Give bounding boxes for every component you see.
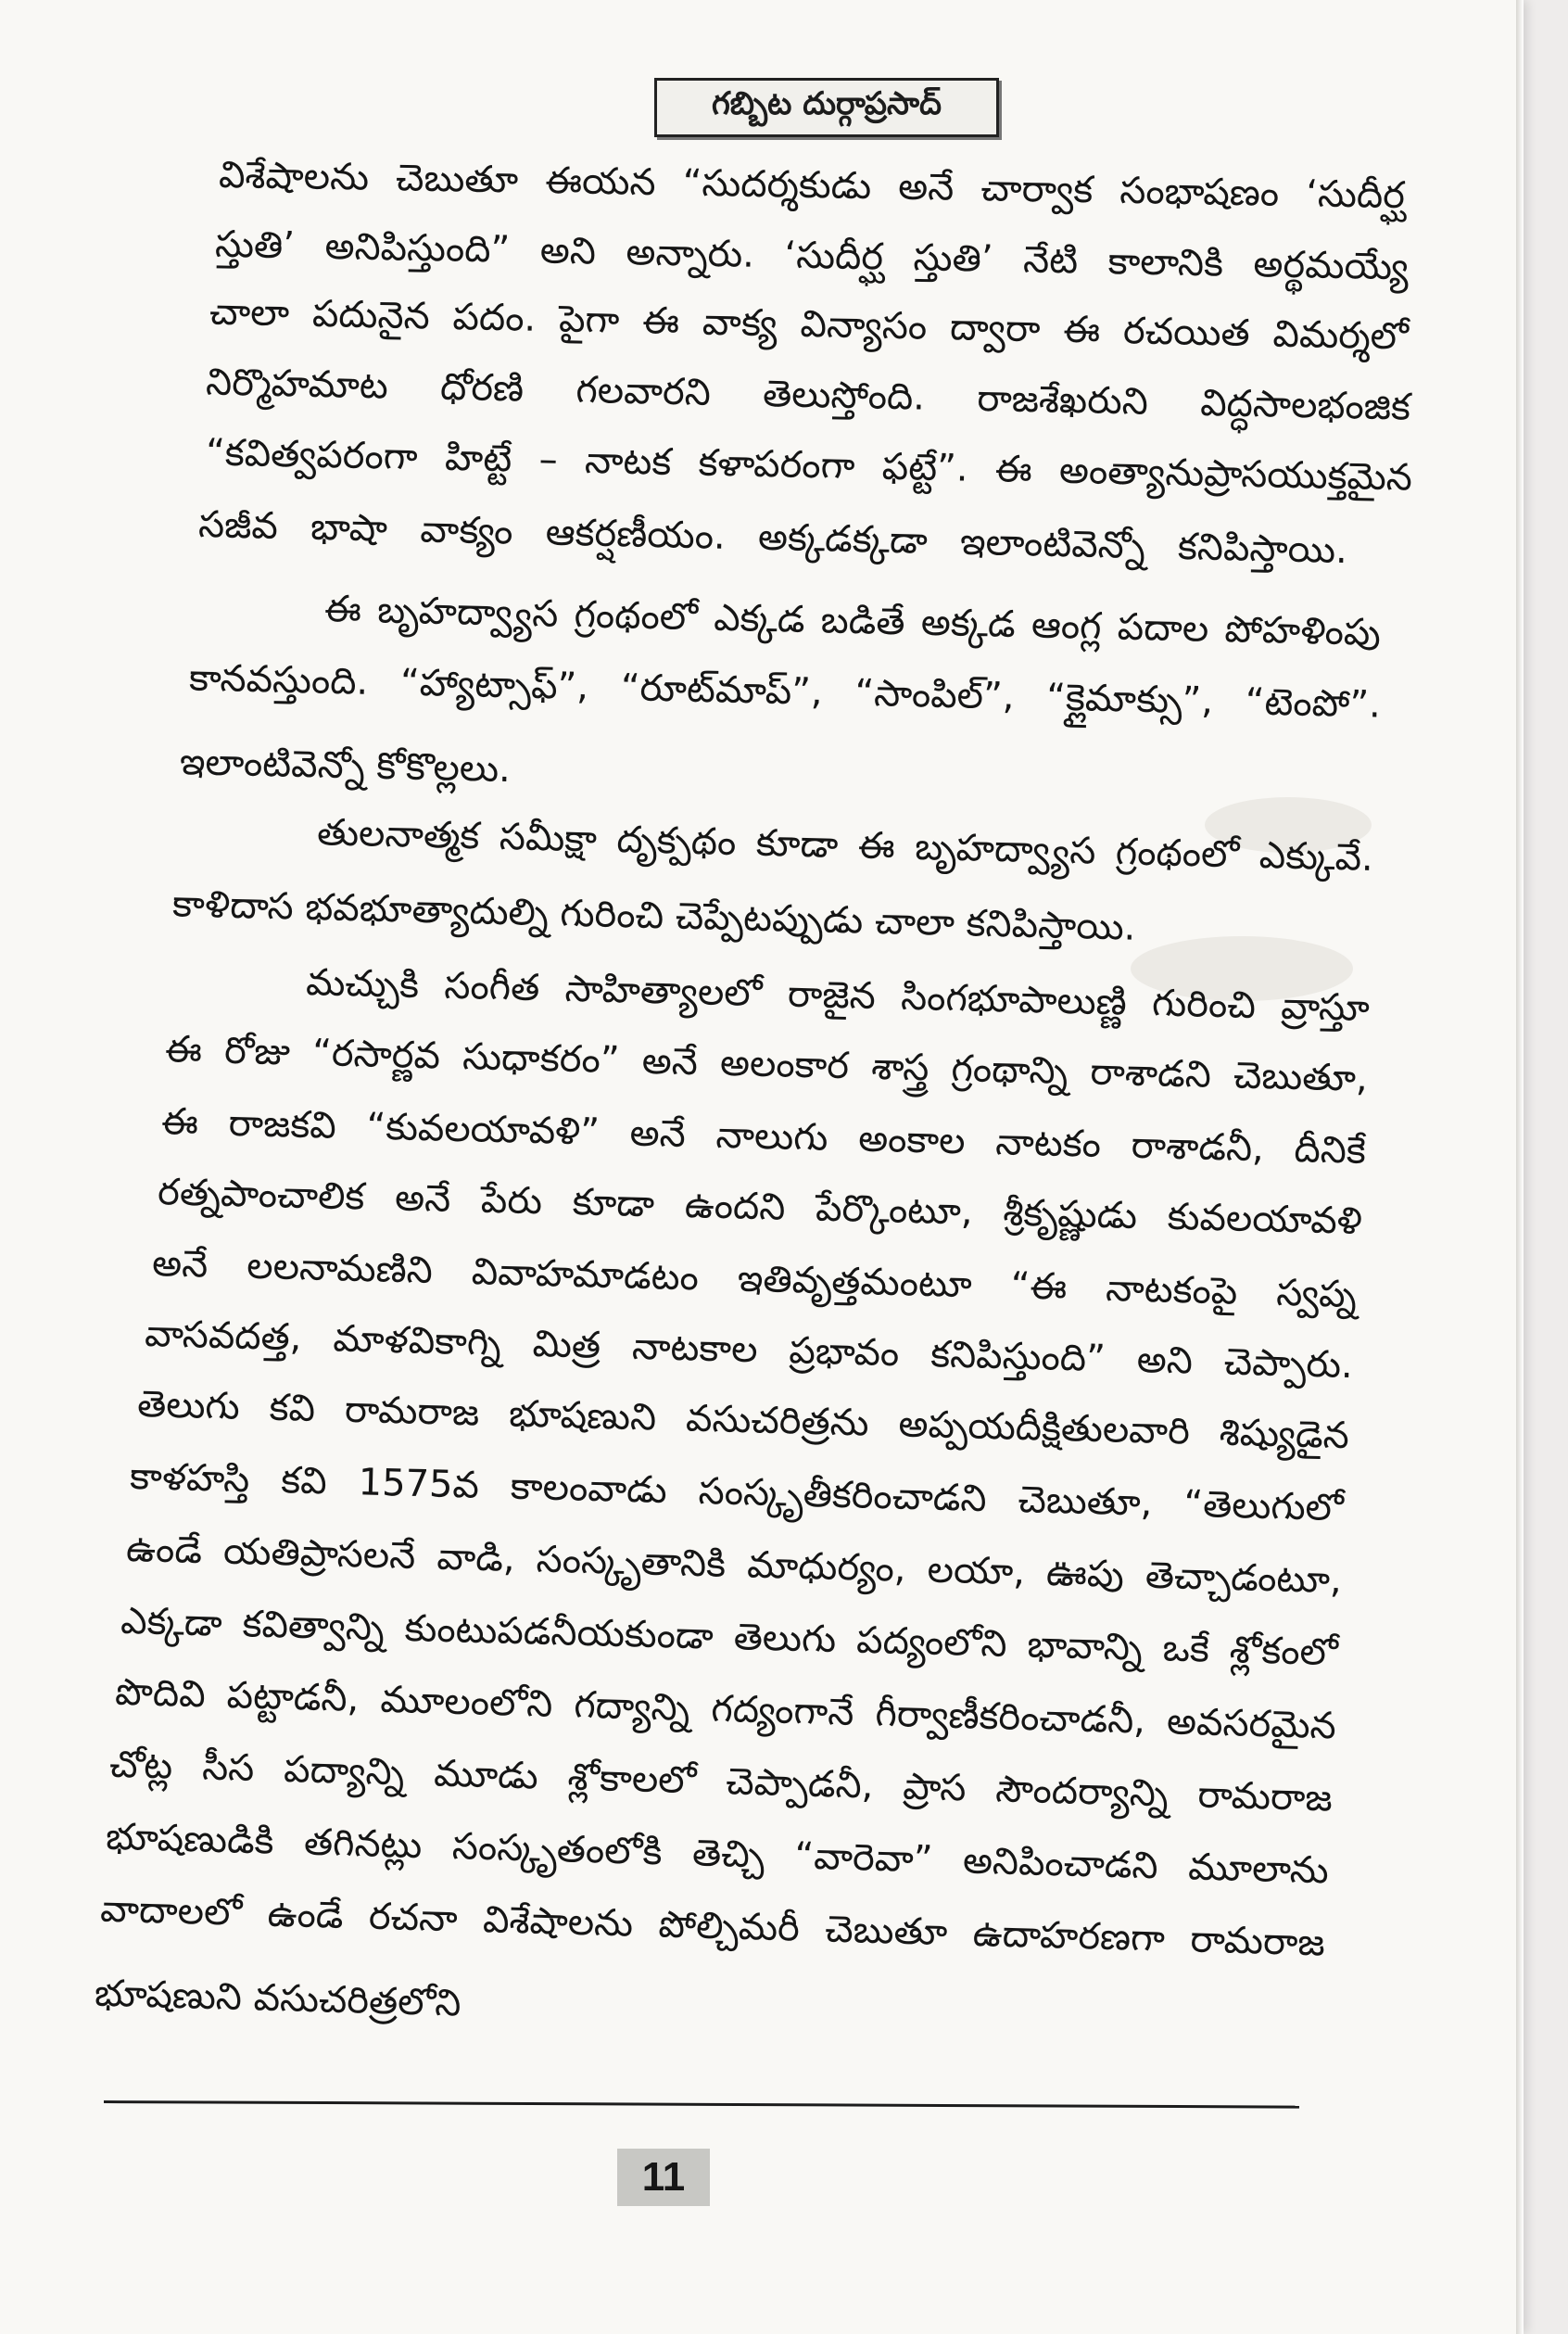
text-line: కానవస్తుంది. “హ్యాట్సాఫ్”, “రూట్‌మాప్”, “సాంపిల్”, “క్లైమాక్సు”, “టెంపో”. — [188, 656, 1382, 727]
text-line: వాసవదత్త, మాళవికాగ్ని మిత్ర నాటకాల ప్రభావం కనిపిస్తుంది” అని చెప్పారు. — [144, 1312, 1354, 1388]
text-line: “కవిత్వపరంగా హిట్టే – నాటక కళాపరంగా ఫట్టే”. ఈ అంత్యానుప్రాసయుక్తమైన — [205, 431, 1413, 500]
text-line: కాళహస్తి కవి 1575వ కాలంవాడు సంస్కృతీకరించాడని చెబుతూ, “తెలుగులో — [129, 1454, 1345, 1530]
text-line: ఉండే యతిప్రాసలనే వాడి, సంస్కృతానికి మాధుర్యం, లయా, ఊపు తెచ్చాడంటూ, — [125, 1527, 1343, 1603]
text-line: పొదివి పట్టాడనీ, మూలంలోని గద్యాన్ని గద్యంగానే గీర్వాణీకరించాడనీ, అవసరమైన — [114, 1670, 1337, 1748]
text-line: చాలా పదునైన పదం. పైగా ఈ వాక్య విన్యాసం ద్వారా ఈ రచయిత విమర్శలో — [209, 290, 1410, 359]
page-number: 11 — [617, 2149, 710, 2206]
text-line: అనే లలనామణిని వివాహమాడటం ఇతివృత్తమంటూ “ఈ నాటకంపై స్వప్న — [151, 1241, 1358, 1317]
text-line: ఈ రోజు “రసార్ణవ సుధాకరం” అనే అలంకార శాస్త్ర గ్రంథాన్ని రాశాడని చెబుతూ, — [164, 1028, 1369, 1100]
text-line: మచ్చుకి సంగీత సాహిత్యాలలో రాజైన సింగభూపాలుణ్ణి గురించి వ్రాస్తూ — [305, 960, 1371, 1031]
text-line: ఎక్కడా కవిత్వాన్ని కుంటుపడనీయకుండా తెలుగు పద్యంలోని భావాన్ని ఒకే శ్లోకంలో — [120, 1599, 1339, 1675]
text-line: చోట్ల సీస పద్యాన్ని మూడు శ్లోకాలలో చెప్పాడనీ, ప్రాస సౌందర్యాన్ని రామరాజ — [108, 1743, 1334, 1820]
text-line: భూషణుడికి తగినట్లు సంస్కృతంలోకి తెచ్చి “వారెవా” అనిపించాడని మూలాను — [105, 1815, 1330, 1893]
text-line: కాళిదాస భవభూత్యాదుల్ని గురించి చెప్పేటప్పుడు చాలా కనిపిస్తాయి. — [171, 882, 1137, 949]
text-line: రత్నపాంచాలిక అనే పేరు కూడా ఉందని పేర్కొంటూ, శ్రీకృష్ణుడు కువలయావళి — [157, 1171, 1363, 1243]
text-line: ఈ రాజకవి “కువలయావళి” అనే నాలుగు అంకాల నాటకం రాశాడనీ, దీనికే — [160, 1100, 1367, 1173]
text-line: ఈ బృహద్వ్యాస గ్రంథంలో ఎక్కడ బడితే అక్కడ ఆంగ్ల పదాల పోహళింపు — [323, 588, 1382, 654]
text-line: భూషణుని వసుచరిత్రలోని — [94, 1972, 462, 2025]
header-author: గబ్బిట దుర్గాప్రసాద్ — [711, 85, 942, 122]
header-author-box — [654, 78, 999, 137]
text-line: నిర్మొహమాట ధోరణి గలవారని తెలుస్తోంది. రాజశేఖరుని విద్ధసాలభంజిక — [205, 361, 1411, 429]
text-line: తెలుగు కవి రామరాజ భూషణుని వసుచరిత్రను అప్పయదీక్షితులవారి శిష్యుడైన — [136, 1382, 1350, 1458]
text-line: స్తుతి’ అనిపిస్తుంది” అని అన్నారు. ‘సుదీర్ఘ స్తుతి’ నేటి కాలానికి అర్థమయ్యే — [214, 222, 1410, 289]
text-line: సజీవ భాషా వాక్యం ఆకర్షణీయం. అక్కడక్కడా ఇలాంటివెన్నో కనిపిస్తాయి. — [197, 502, 1348, 573]
text-line: తులనాత్మక సమీక్షా దృక్పథం కూడా ఈ బృహద్వ్యాస గ్రంథంలో ఎక్కువే. — [316, 811, 1374, 880]
text-line: వాదాలలో ఉండే రచనా విశేషాలను పోల్చిమరీ చెబుతూ ఉదాహరణగా రామరాజ — [99, 1887, 1326, 1965]
text-line: ఇలాంటివెన్నో కోకొల్లలు. — [179, 740, 512, 792]
text-line: విశేషాలను చెబుతూ ఈయన “సుదర్శకుడు అనే చార్వాక సంభాషణం ‘సుదీర్ఘ — [218, 153, 1406, 218]
page-edge — [1516, 0, 1524, 2334]
